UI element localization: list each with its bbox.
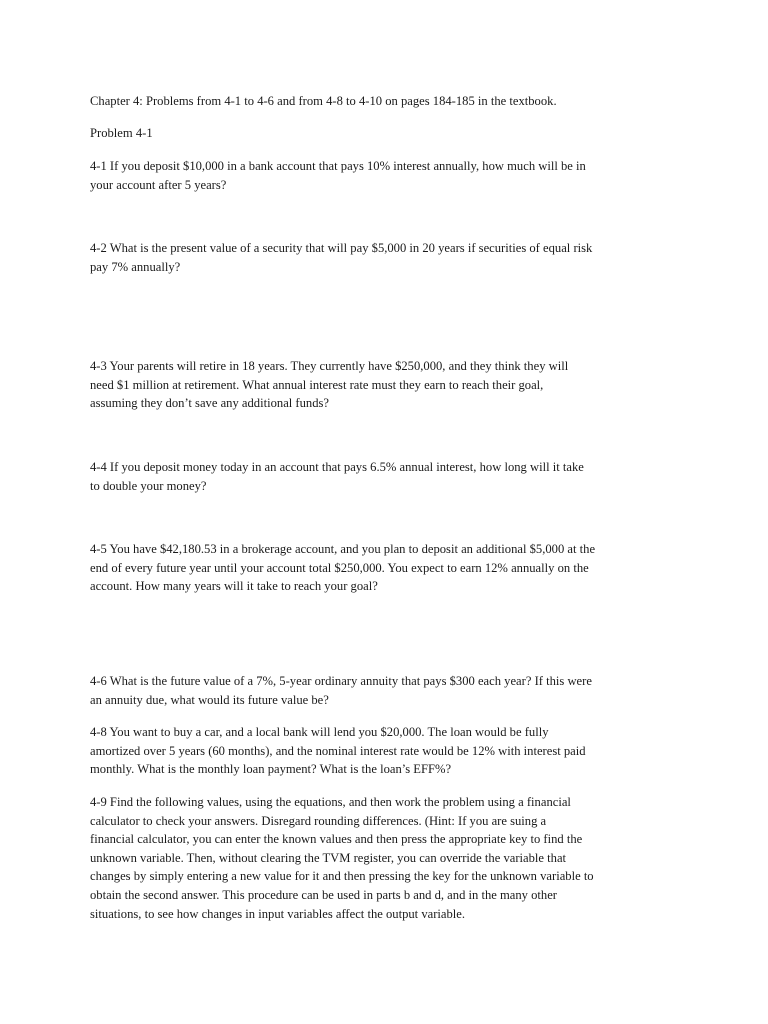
chapter-header [90,92,690,111]
problem-4-2 [90,239,690,276]
problem-line: 4-1 If you deposit $10,000 in a bank account that pays 10% interest annually, how much will be in [90,159,586,173]
problem-line: 4-3 Your parents will retire in 18 years. They currently have $250,000, and they think they will [90,359,569,373]
problem-line: 4-9 Find the following values, using the equations, and then work the problem using a financial [90,795,571,809]
problem-4-4 [90,458,690,495]
problem-line: your account after 5 years? [90,177,227,192]
problem-line: changes by simply entering a new value for it and then pressing the key for the unknown variable to [90,869,594,884]
problem-line: 4-8 You want to buy a car, and a local bank will lend you $20,000. The loan would be fully [90,725,549,739]
problem-4-6 [90,672,690,709]
chapter-header-text: Chapter 4: Problems from 4-1 to 4-6 and from 4-8 to 4-10 on pages 184-185 in the textbook. [90,94,557,108]
problem-line: an annuity due, what would its future value be? [90,692,329,707]
problem-line: 4-5 You have $42,180.53 in a brokerage account, and you plan to deposit an additional $5,000 at the [90,542,596,556]
problem-line: assuming they don’t save any additional funds? [90,396,330,411]
problem-line: account. How many years will it take to reach your goal? [90,579,378,594]
problem-4-9 [90,793,690,923]
problem-line: 4-2 What is the present value of a security that will pay $5,000 in 20 years if securities of equal risk [90,241,593,255]
problem-line: financial calculator, you can enter the known values and then press the appropriate key to find the [90,832,583,847]
problem-line: unknown variable. Then, without clearing the TVM register, you can override the variable that [90,850,567,865]
problem-4-3 [90,357,690,413]
problem-4-8 [90,723,690,779]
problem-line: monthly. What is the monthly loan payment? What is the loan’s EFF%? [90,762,452,777]
section-title [90,124,690,143]
problem-line: amortized over 5 years (60 months), and the nominal interest rate would be 12% with interest paid [90,743,586,758]
problem-line: calculator to check your answers. Disregard rounding differences. (Hint: If you are suing a [90,813,547,828]
problem-line: need $1 million at retirement. What annual interest rate must they earn to reach their goal, [90,377,544,392]
section-title-text: Problem 4-1 [90,126,153,140]
problem-4-5 [90,540,690,596]
problem-line: to double your money? [90,478,207,493]
problem-line: situations, to see how changes in input variables affect the output variable. [90,906,466,921]
problem-4-1 [90,157,690,194]
problem-line: pay 7% annually? [90,259,181,274]
problem-line: 4-6 What is the future value of a 7%, 5-year ordinary annuity that pays $300 each year? If this were [90,674,592,688]
problem-line: 4-4 If you deposit money today in an account that pays 6.5% annual interest, how long will it take [90,460,584,474]
problem-line: obtain the second answer. This procedure can be used in parts b and d, and in the many other [90,887,558,902]
problem-line: end of every future year until your account total $250,000. You expect to earn 12% annually on the [90,560,589,575]
